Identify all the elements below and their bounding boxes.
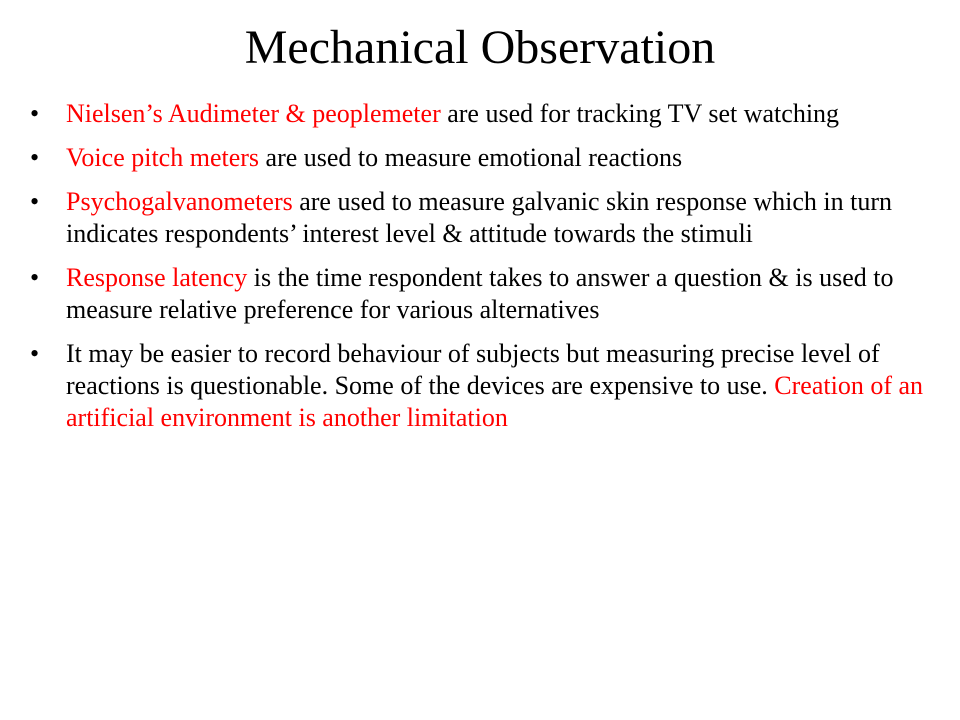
bullet-dot-icon: • xyxy=(30,187,40,216)
bullet-item xyxy=(28,338,950,434)
bullet-dot-icon: • xyxy=(30,99,40,128)
bullet-text: is the time respondent takes to answer a question & is used to measure relative preference for various alternatives xyxy=(66,263,894,324)
bullet-item xyxy=(28,186,950,250)
bullet-item xyxy=(28,262,950,326)
bullet-item xyxy=(28,142,950,174)
bullet-highlight-text: Psychogalvanometers xyxy=(66,187,293,216)
bullet-highlight-text: Creation of an artificial environment is another limitation xyxy=(66,371,924,432)
bullet-highlight-text: Nielsen’s Audimeter & peoplemeter xyxy=(66,99,441,128)
bullet-text: are used for tracking TV set watching xyxy=(440,99,840,128)
bullet-text: are used to measure galvanic skin response which in turn indicates respondents’ interest level & attitude towards the stimuli xyxy=(66,187,893,248)
bullet-text: It may be easier to record behaviour of subjects but measuring precise level of reactions is questionable. Some of the devices are expensive to use. xyxy=(66,339,880,400)
bullet-text: are used to measure emotional reactions xyxy=(259,143,683,172)
bullet-list xyxy=(28,98,950,446)
bullet-highlight-text: Response latency xyxy=(66,263,248,292)
slide-title: Mechanical Observation xyxy=(244,21,716,74)
bullet-item xyxy=(28,98,950,130)
bullet-dot-icon: • xyxy=(30,263,40,292)
bullet-dot-icon: • xyxy=(30,143,40,172)
bullet-highlight-text: Voice pitch meters xyxy=(66,143,260,172)
bullet-dot-icon: • xyxy=(30,339,40,368)
